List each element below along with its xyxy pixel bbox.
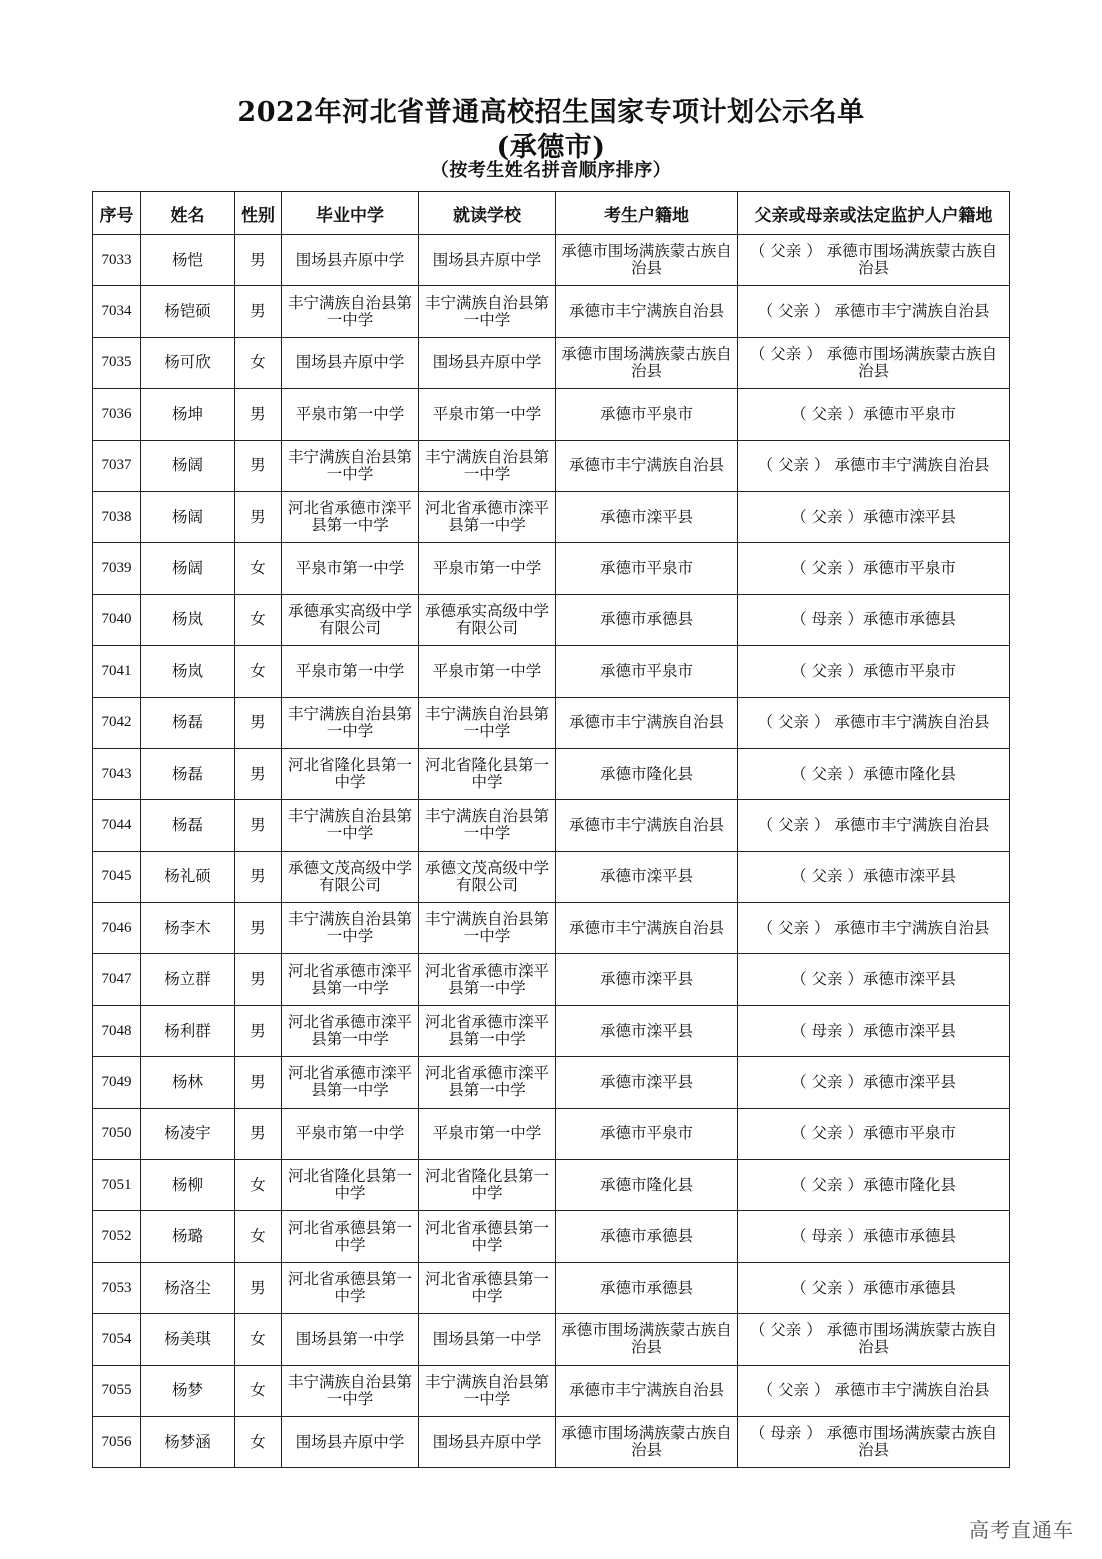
cell-student-residence: 承德市丰宁满族自治县 bbox=[556, 440, 738, 491]
cell-parent-residence: （ 父亲 ）承德市隆化县 bbox=[738, 748, 1010, 799]
cell-student-residence: 承德市平泉市 bbox=[556, 543, 738, 594]
cell-parent-residence: （ 父亲 ） 承德市丰宁满族自治县 bbox=[738, 800, 1010, 851]
cell-graduation-school: 河北省承德市滦平县第一中学 bbox=[282, 491, 419, 542]
cell-graduation-school: 平泉市第一中学 bbox=[282, 646, 419, 697]
cell-name: 杨梦涵 bbox=[141, 1416, 235, 1467]
table-header-row bbox=[93, 192, 1010, 235]
cell-graduation-school: 平泉市第一中学 bbox=[282, 1108, 419, 1159]
cell-current-school: 河北省隆化县第一中学 bbox=[419, 1160, 556, 1211]
cell-name: 杨李木 bbox=[141, 903, 235, 954]
cell-name: 杨岚 bbox=[141, 594, 235, 645]
cell-current-school: 丰宁满族自治县第一中学 bbox=[419, 903, 556, 954]
cell-graduation-school: 围场县卉原中学 bbox=[282, 235, 419, 286]
cell-student-residence: 承德市平泉市 bbox=[556, 389, 738, 440]
cell-index: 7054 bbox=[93, 1314, 141, 1365]
col-header-index: 序号 bbox=[93, 192, 141, 235]
cell-parent-residence: （ 父亲 ）承德市滦平县 bbox=[738, 851, 1010, 902]
cell-index: 7048 bbox=[93, 1005, 141, 1056]
col-header-student-residence: 考生户籍地 bbox=[556, 192, 738, 235]
cell-gender: 男 bbox=[235, 851, 282, 902]
cell-gender: 男 bbox=[235, 1057, 282, 1108]
cell-student-residence: 承德市滦平县 bbox=[556, 851, 738, 902]
cell-parent-residence: （ 父亲 ）承德市滦平县 bbox=[738, 954, 1010, 1005]
cell-graduation-school: 河北省承德市滦平县第一中学 bbox=[282, 1057, 419, 1108]
cell-parent-residence: （ 母亲 ）承德市承德县 bbox=[738, 594, 1010, 645]
cell-gender: 女 bbox=[235, 1365, 282, 1416]
cell-index: 7047 bbox=[93, 954, 141, 1005]
cell-name: 杨阔 bbox=[141, 440, 235, 491]
cell-current-school: 河北省承德市滦平县第一中学 bbox=[419, 1005, 556, 1056]
cell-graduation-school: 平泉市第一中学 bbox=[282, 389, 419, 440]
cell-name: 杨洛尘 bbox=[141, 1262, 235, 1313]
cell-graduation-school: 围场县第一中学 bbox=[282, 1314, 419, 1365]
cell-index: 7052 bbox=[93, 1211, 141, 1262]
cell-name: 杨可欣 bbox=[141, 337, 235, 388]
cell-current-school: 河北省承德市滦平县第一中学 bbox=[419, 1057, 556, 1108]
table-row bbox=[93, 1314, 1010, 1365]
cell-current-school: 河北省承德市滦平县第一中学 bbox=[419, 954, 556, 1005]
cell-index: 7051 bbox=[93, 1160, 141, 1211]
cell-index: 7033 bbox=[93, 235, 141, 286]
cell-parent-residence: （ 父亲 ）承德市隆化县 bbox=[738, 1160, 1010, 1211]
cell-graduation-school: 丰宁满族自治县第一中学 bbox=[282, 286, 419, 337]
cell-gender: 男 bbox=[235, 903, 282, 954]
cell-current-school: 围场县第一中学 bbox=[419, 1314, 556, 1365]
cell-student-residence: 承德市丰宁满族自治县 bbox=[556, 800, 738, 851]
table-row bbox=[93, 1005, 1010, 1056]
cell-parent-residence: （ 父亲 ） 承德市丰宁满族自治县 bbox=[738, 1365, 1010, 1416]
cell-student-residence: 承德市丰宁满族自治县 bbox=[556, 903, 738, 954]
cell-gender: 女 bbox=[235, 594, 282, 645]
cell-name: 杨立群 bbox=[141, 954, 235, 1005]
cell-student-residence: 承德市隆化县 bbox=[556, 748, 738, 799]
cell-parent-residence: （ 父亲 ）承德市平泉市 bbox=[738, 389, 1010, 440]
cell-graduation-school: 承德文茂高级中学有限公司 bbox=[282, 851, 419, 902]
cell-gender: 女 bbox=[235, 337, 282, 388]
cell-gender: 女 bbox=[235, 543, 282, 594]
cell-current-school: 丰宁满族自治县第一中学 bbox=[419, 440, 556, 491]
cell-index: 7049 bbox=[93, 1057, 141, 1108]
cell-current-school: 围场县卉原中学 bbox=[419, 235, 556, 286]
cell-current-school: 平泉市第一中学 bbox=[419, 389, 556, 440]
table-row bbox=[93, 800, 1010, 851]
cell-name: 杨凌宇 bbox=[141, 1108, 235, 1159]
cell-parent-residence: （ 父亲 ）承德市平泉市 bbox=[738, 543, 1010, 594]
col-header-parent-residence: 父亲或母亲或法定监护人户籍地 bbox=[738, 192, 1010, 235]
cell-student-residence: 承德市滦平县 bbox=[556, 1005, 738, 1056]
cell-index: 7056 bbox=[93, 1416, 141, 1467]
cell-gender: 男 bbox=[235, 748, 282, 799]
table-row bbox=[93, 851, 1010, 902]
cell-gender: 男 bbox=[235, 491, 282, 542]
cell-graduation-school: 丰宁满族自治县第一中学 bbox=[282, 697, 419, 748]
cell-gender: 男 bbox=[235, 954, 282, 1005]
cell-parent-residence: （ 父亲 ） 承德市丰宁满族自治县 bbox=[738, 697, 1010, 748]
cell-index: 7041 bbox=[93, 646, 141, 697]
cell-parent-residence: （ 父亲 ）承德市平泉市 bbox=[738, 1108, 1010, 1159]
table-row bbox=[93, 1365, 1010, 1416]
cell-graduation-school: 河北省承德县第一中学 bbox=[282, 1262, 419, 1313]
cell-student-residence: 承德市承德县 bbox=[556, 1211, 738, 1262]
cell-student-residence: 承德市围场满族蒙古族自治县 bbox=[556, 1314, 738, 1365]
cell-index: 7044 bbox=[93, 800, 141, 851]
cell-graduation-school: 河北省隆化县第一中学 bbox=[282, 748, 419, 799]
table-row bbox=[93, 903, 1010, 954]
table-row bbox=[93, 1211, 1010, 1262]
cell-parent-residence: （ 父亲 ） 承德市丰宁满族自治县 bbox=[738, 286, 1010, 337]
cell-gender: 男 bbox=[235, 389, 282, 440]
cell-index: 7046 bbox=[93, 903, 141, 954]
cell-name: 杨璐 bbox=[141, 1211, 235, 1262]
cell-gender: 女 bbox=[235, 1314, 282, 1365]
cell-student-residence: 承德市隆化县 bbox=[556, 1160, 738, 1211]
cell-name: 杨恺 bbox=[141, 235, 235, 286]
cell-gender: 女 bbox=[235, 1160, 282, 1211]
cell-gender: 男 bbox=[235, 800, 282, 851]
cell-name: 杨林 bbox=[141, 1057, 235, 1108]
col-header-graduation-school: 毕业中学 bbox=[282, 192, 419, 235]
cell-current-school: 承德文茂高级中学有限公司 bbox=[419, 851, 556, 902]
cell-graduation-school: 河北省隆化县第一中学 bbox=[282, 1160, 419, 1211]
table-row bbox=[93, 594, 1010, 645]
cell-student-residence: 承德市滦平县 bbox=[556, 491, 738, 542]
cell-index: 7035 bbox=[93, 337, 141, 388]
table-row bbox=[93, 1416, 1010, 1467]
cell-index: 7053 bbox=[93, 1262, 141, 1313]
table-row bbox=[93, 1108, 1010, 1159]
cell-graduation-school: 承德承实高级中学有限公司 bbox=[282, 594, 419, 645]
cell-graduation-school: 丰宁满族自治县第一中学 bbox=[282, 903, 419, 954]
table-row bbox=[93, 543, 1010, 594]
cell-graduation-school: 河北省承德县第一中学 bbox=[282, 1211, 419, 1262]
cell-gender: 女 bbox=[235, 1416, 282, 1467]
cell-gender: 男 bbox=[235, 1262, 282, 1313]
cell-current-school: 平泉市第一中学 bbox=[419, 1108, 556, 1159]
document-subtitle-city: (承德市) bbox=[496, 132, 606, 163]
cell-graduation-school: 围场县卉原中学 bbox=[282, 1416, 419, 1467]
cell-gender: 男 bbox=[235, 235, 282, 286]
cell-name: 杨利群 bbox=[141, 1005, 235, 1056]
cell-parent-residence: （ 母亲 ） 承德市围场满族蒙古族自治县 bbox=[738, 1416, 1010, 1467]
table-row bbox=[93, 646, 1010, 697]
cell-index: 7039 bbox=[93, 543, 141, 594]
table-row bbox=[93, 1262, 1010, 1313]
watermark-text: 高考直通车 bbox=[969, 1518, 1074, 1542]
cell-parent-residence: （ 父亲 ）承德市平泉市 bbox=[738, 646, 1010, 697]
cell-student-residence: 承德市围场满族蒙古族自治县 bbox=[556, 337, 738, 388]
cell-index: 7045 bbox=[93, 851, 141, 902]
cell-parent-residence: （ 父亲 ） 承德市丰宁满族自治县 bbox=[738, 903, 1010, 954]
cell-gender: 男 bbox=[235, 440, 282, 491]
cell-graduation-school: 河北省承德市滦平县第一中学 bbox=[282, 954, 419, 1005]
table-row bbox=[93, 389, 1010, 440]
document-sort-note: （按考生姓名拼音顺序排序） bbox=[430, 160, 672, 181]
cell-index: 7042 bbox=[93, 697, 141, 748]
cell-student-residence: 承德市承德县 bbox=[556, 594, 738, 645]
cell-student-residence: 承德市承德县 bbox=[556, 1262, 738, 1313]
cell-student-residence: 承德市滦平县 bbox=[556, 1057, 738, 1108]
cell-current-school: 河北省承德县第一中学 bbox=[419, 1262, 556, 1313]
cell-current-school: 河北省承德市滦平县第一中学 bbox=[419, 491, 556, 542]
cell-gender: 女 bbox=[235, 1211, 282, 1262]
admission-list-table bbox=[92, 191, 1010, 1468]
cell-graduation-school: 丰宁满族自治县第一中学 bbox=[282, 440, 419, 491]
table-row bbox=[93, 337, 1010, 388]
table-row bbox=[93, 1057, 1010, 1108]
cell-name: 杨阔 bbox=[141, 543, 235, 594]
cell-current-school: 平泉市第一中学 bbox=[419, 646, 556, 697]
cell-name: 杨磊 bbox=[141, 748, 235, 799]
cell-gender: 男 bbox=[235, 1108, 282, 1159]
cell-gender: 男 bbox=[235, 1005, 282, 1056]
cell-name: 杨磊 bbox=[141, 800, 235, 851]
cell-current-school: 平泉市第一中学 bbox=[419, 543, 556, 594]
cell-current-school: 丰宁满族自治县第一中学 bbox=[419, 1365, 556, 1416]
cell-current-school: 丰宁满族自治县第一中学 bbox=[419, 286, 556, 337]
cell-student-residence: 承德市平泉市 bbox=[556, 1108, 738, 1159]
cell-index: 7055 bbox=[93, 1365, 141, 1416]
cell-parent-residence: （ 父亲 ） 承德市丰宁满族自治县 bbox=[738, 440, 1010, 491]
cell-name: 杨磊 bbox=[141, 697, 235, 748]
cell-index: 7037 bbox=[93, 440, 141, 491]
cell-graduation-school: 河北省承德市滦平县第一中学 bbox=[282, 1005, 419, 1056]
cell-name: 杨铠硕 bbox=[141, 286, 235, 337]
cell-gender: 男 bbox=[235, 286, 282, 337]
cell-index: 7034 bbox=[93, 286, 141, 337]
cell-name: 杨柳 bbox=[141, 1160, 235, 1211]
cell-current-school: 丰宁满族自治县第一中学 bbox=[419, 697, 556, 748]
cell-current-school: 围场县卉原中学 bbox=[419, 337, 556, 388]
cell-gender: 女 bbox=[235, 646, 282, 697]
table-row bbox=[93, 954, 1010, 1005]
cell-graduation-school: 平泉市第一中学 bbox=[282, 543, 419, 594]
cell-parent-residence: （ 父亲 ）承德市滦平县 bbox=[738, 491, 1010, 542]
cell-current-school: 河北省承德县第一中学 bbox=[419, 1211, 556, 1262]
cell-parent-residence: （ 母亲 ）承德市滦平县 bbox=[738, 1005, 1010, 1056]
table-row bbox=[93, 286, 1010, 337]
cell-student-residence: 承德市滦平县 bbox=[556, 954, 738, 1005]
table-body bbox=[93, 235, 1010, 1468]
cell-name: 杨美琪 bbox=[141, 1314, 235, 1365]
cell-name: 杨礼硕 bbox=[141, 851, 235, 902]
cell-current-school: 围场县卉原中学 bbox=[419, 1416, 556, 1467]
cell-gender: 男 bbox=[235, 697, 282, 748]
cell-student-residence: 承德市围场满族蒙古族自治县 bbox=[556, 235, 738, 286]
table-row bbox=[93, 1160, 1010, 1211]
cell-student-residence: 承德市丰宁满族自治县 bbox=[556, 1365, 738, 1416]
cell-parent-residence: （ 父亲 ） 承德市围场满族蒙古族自治县 bbox=[738, 235, 1010, 286]
cell-name: 杨阔 bbox=[141, 491, 235, 542]
col-header-gender: 性别 bbox=[235, 192, 282, 235]
cell-parent-residence: （ 父亲 ）承德市滦平县 bbox=[738, 1057, 1010, 1108]
cell-student-residence: 承德市丰宁满族自治县 bbox=[556, 697, 738, 748]
cell-index: 7038 bbox=[93, 491, 141, 542]
table-row bbox=[93, 235, 1010, 286]
cell-name: 杨坤 bbox=[141, 389, 235, 440]
cell-index: 7050 bbox=[93, 1108, 141, 1159]
table-row bbox=[93, 748, 1010, 799]
col-header-current-school: 就读学校 bbox=[419, 192, 556, 235]
col-header-name: 姓名 bbox=[141, 192, 235, 235]
cell-parent-residence: （ 母亲 ）承德市承德县 bbox=[738, 1211, 1010, 1262]
cell-parent-residence: （ 父亲 ） 承德市围场满族蒙古族自治县 bbox=[738, 1314, 1010, 1365]
table-row bbox=[93, 697, 1010, 748]
cell-student-residence: 承德市丰宁满族自治县 bbox=[556, 286, 738, 337]
cell-name: 杨岚 bbox=[141, 646, 235, 697]
cell-index: 7043 bbox=[93, 748, 141, 799]
cell-index: 7040 bbox=[93, 594, 141, 645]
cell-index: 7036 bbox=[93, 389, 141, 440]
cell-graduation-school: 丰宁满族自治县第一中学 bbox=[282, 1365, 419, 1416]
cell-current-school: 丰宁满族自治县第一中学 bbox=[419, 800, 556, 851]
cell-student-residence: 承德市平泉市 bbox=[556, 646, 738, 697]
table-row bbox=[93, 491, 1010, 542]
cell-student-residence: 承德市围场满族蒙古族自治县 bbox=[556, 1416, 738, 1467]
document-title: 2022年河北省普通高校招生国家专项计划公示名单 bbox=[237, 97, 865, 128]
cell-graduation-school: 丰宁满族自治县第一中学 bbox=[282, 800, 419, 851]
cell-current-school: 河北省隆化县第一中学 bbox=[419, 748, 556, 799]
cell-name: 杨梦 bbox=[141, 1365, 235, 1416]
cell-parent-residence: （ 父亲 ） 承德市围场满族蒙古族自治县 bbox=[738, 337, 1010, 388]
table-row bbox=[93, 440, 1010, 491]
cell-graduation-school: 围场县卉原中学 bbox=[282, 337, 419, 388]
cell-parent-residence: （ 父亲 ）承德市承德县 bbox=[738, 1262, 1010, 1313]
cell-current-school: 承德承实高级中学有限公司 bbox=[419, 594, 556, 645]
